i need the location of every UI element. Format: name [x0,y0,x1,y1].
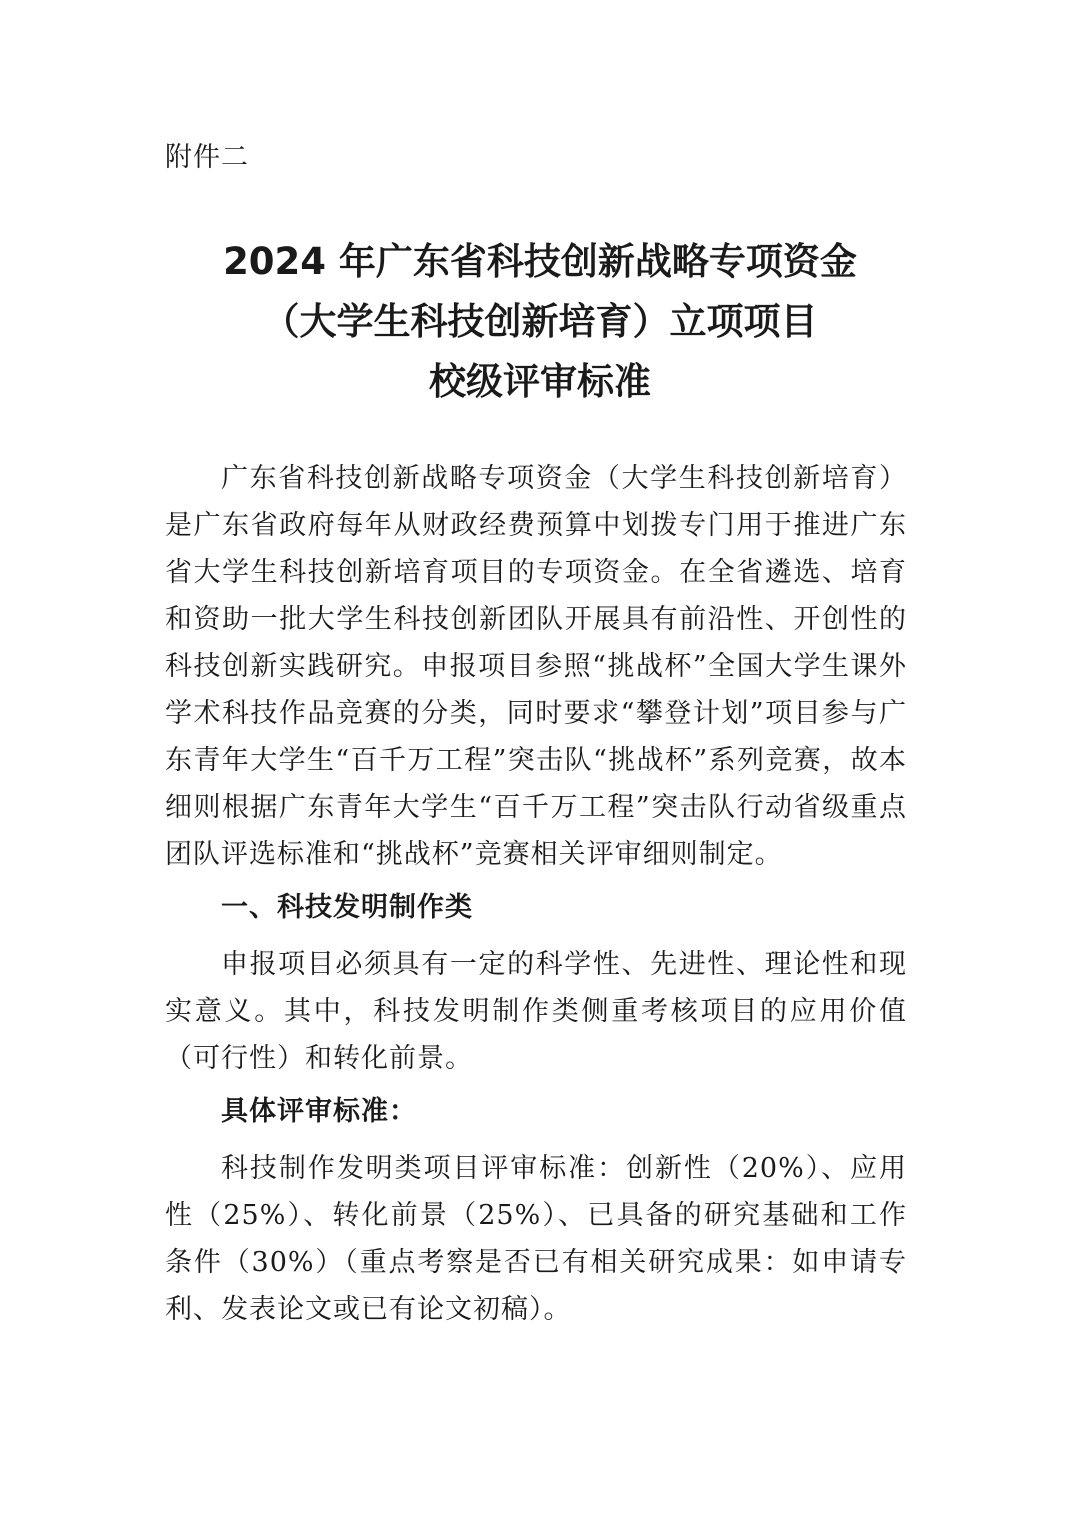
title-line-1: 2024 年广东省科技创新战略专项资金 [223,240,857,283]
document-title [0,232,1080,412]
section-1-heading: 一、科技发明制作类 [221,892,473,923]
intro-paragraph: 广东省科技创新战略专项资金（大学生科技创新培育）是广东省政府每年从财政经费预算中划拨专门用于推进广东省大学生科技创新培育项目的专项资金。在全省遴选、培育和资助一批大学生科技创新团队开展具有前沿性、开创性的科技创新实践研究。申报项目参照“挑战杯”全国大学生课外学术科技作品竞赛的分类，同时要求“攀登计划”项目参与广东青年大学生“百千万工程”突击队“挑战杯”系列竞赛，故本细则根据广东青年大学生“百千万工程”突击队行动省级重点团队评选标准和“挑战杯”竞赛相关评审细则制定。 [165,463,907,870]
document-body [165,455,907,1333]
criteria-subheading: 具体评审标准： [221,1096,417,1127]
title-line-2: （大学生科技创新培育）立项项目 [262,300,818,343]
attachment-label: 附件二 [165,142,249,173]
criteria-paragraph: 科技制作发明类项目评审标准：创新性（20%）、应用性（25%）、转化前景（25%）、已具备的研究基础和工作条件（30%）（重点考察是否已有相关研究成果：如申请专利、发表论文或已有论文初稿）。 [165,1153,907,1325]
section-1-paragraph: 申报项目必须具有一定的科学性、先进性、理论性和现实意义。其中，科技发明制作类侧重考核项目的应用价值（可行性）和转化前景。 [165,949,907,1074]
title-line-3: 校级评审标准 [429,360,651,403]
